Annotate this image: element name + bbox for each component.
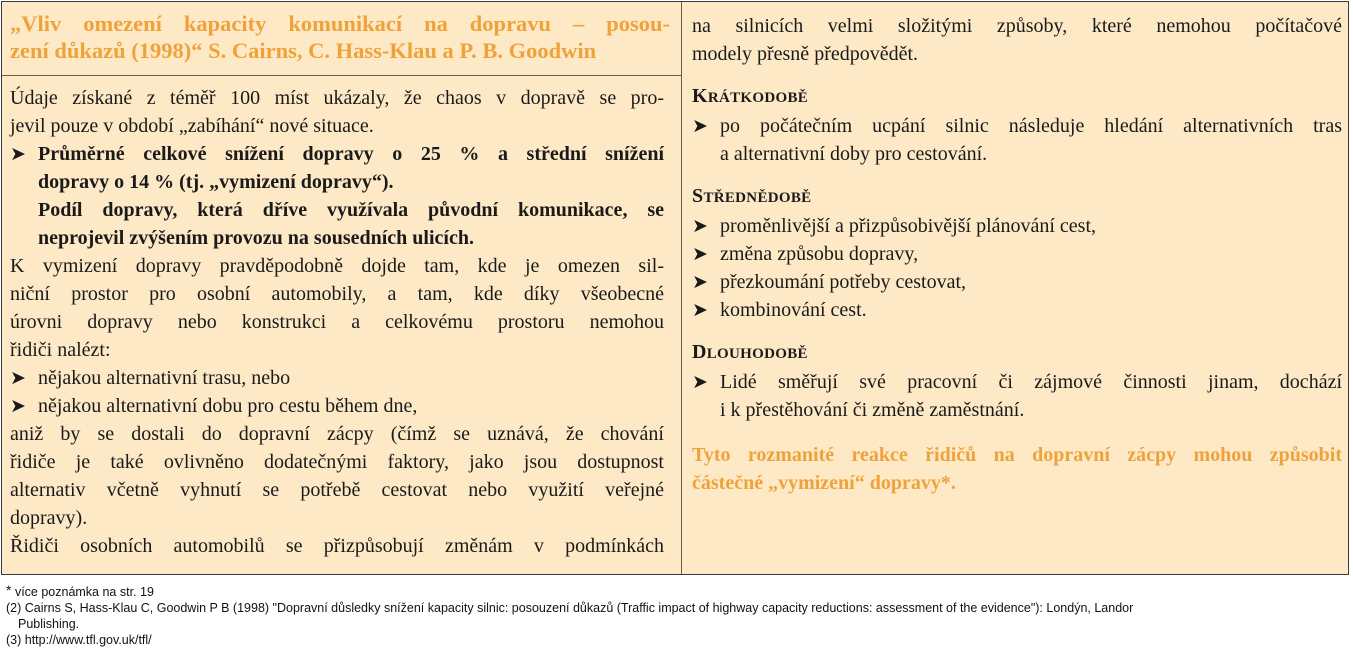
footnote-3: (3) http://www.tfl.gov.uk/tfl/	[6, 633, 152, 647]
box-title	[10, 10, 670, 64]
bullet-text: nějakou alternativní dobu pro cestu během dne,	[38, 395, 418, 417]
arrow-bullet-icon: ➤	[692, 371, 708, 393]
heading-initial: K	[692, 85, 708, 107]
heading-long-term	[692, 338, 1342, 368]
heading-rest: TŘEDNĚDOBĚ	[703, 190, 812, 206]
text-line: úrovni dopravy nebo konstrukci a celkovému prostoru nemohou	[10, 311, 664, 333]
bullet-item	[692, 240, 1342, 268]
paragraph-4	[10, 532, 664, 560]
heading-short-term	[692, 82, 1342, 112]
bullet-item	[692, 368, 1342, 424]
bullet-text: proměnlivější a přizpůsobivější plánování cest,	[720, 215, 1097, 237]
arrow-bullet-icon: ➤	[692, 299, 708, 321]
heading-initial: D	[692, 341, 707, 363]
footnote-text: více poznámka na str. 19	[14, 585, 154, 599]
bullet-text: změna způsobu dopravy,	[720, 243, 919, 265]
bold-bullet	[10, 140, 664, 252]
footnote-1	[6, 582, 1336, 600]
text-line: po počátečním ucpání silnic následuje hledání alternativních tras	[720, 115, 1342, 137]
bullet-item	[692, 296, 1342, 324]
footnote-star: *	[6, 582, 12, 598]
arrow-bullet-icon: ➤	[10, 395, 26, 417]
text-line: dopravy).	[10, 507, 88, 529]
paragraph-2	[10, 252, 664, 364]
text-line: aniž by se dostali do dopravní zácpy (čímž se uznává, že chování	[10, 423, 664, 445]
text-line: a alternativní doby pro cestování.	[720, 143, 988, 165]
text-line: částečné „vymizení“ dopravy*.	[692, 472, 956, 494]
arrow-bullet-icon: ➤	[692, 115, 708, 137]
left-column	[10, 84, 664, 560]
text-line: i k přestěhování či změně zaměstnání.	[720, 399, 1025, 421]
bullet-text: přezkoumání potřeby cestovat,	[720, 271, 967, 293]
highlight-note	[692, 441, 1342, 497]
right-column	[692, 12, 1342, 497]
text-line: neprojevil zvýšením provozu na sousedních ulicích.	[38, 227, 474, 249]
title-line-1: „Vliv omezení kapacity komunikací na dopravu – posou-	[10, 11, 670, 36]
footnote-2-cont: Publishing.	[18, 617, 80, 631]
bullet-item	[692, 112, 1342, 168]
text-line: na silnicích velmi složitými způsoby, které nemohou počítačové	[692, 15, 1342, 37]
heading-mid-term	[692, 182, 1342, 212]
text-line: řidiče je také ovlivněno dodatečnými faktory, jako jsou dostupnost	[10, 451, 664, 473]
footnotes	[6, 582, 1336, 648]
bullet-item	[10, 364, 664, 392]
continued-paragraph	[692, 12, 1342, 68]
text-line: Podíl dopravy, která dříve využívala původní komunikace, se	[38, 199, 664, 221]
text-line: Průměrné celkové snížení dopravy o 25 % a střední snížení	[38, 143, 664, 165]
text-line: Řidiči osobních automobilů se přizpůsobují změnám v podmínkách	[10, 535, 664, 557]
heading-rest: LOUHODOBĚ	[706, 346, 808, 362]
infobox	[1, 1, 1349, 575]
column-divider	[681, 2, 682, 574]
text-line: Tyto rozmanité reakce řidičů na dopravní zácpy mohou způsobit	[692, 444, 1342, 466]
arrow-bullet-icon: ➤	[692, 243, 708, 265]
bullet-item	[10, 392, 664, 420]
text-line: Údaje získané z téměř 100 míst ukázaly, že chaos v dopravě se pro-	[10, 87, 664, 109]
bullet-item	[692, 212, 1342, 240]
arrow-bullet-icon: ➤	[10, 367, 26, 389]
arrow-bullet-icon: ➤	[692, 215, 708, 237]
arrow-bullet-icon: ➤	[692, 271, 708, 293]
text-line: dopravy o 14 % (tj. „vymizení dopravy“).	[38, 171, 394, 193]
text-line: modely přesně předpovědět.	[692, 43, 919, 65]
footnote-2: (2) Cairns S, Hass-Klau C, Goodwin P B (1998) "Dopravní důsledky snížení kapacity silnic: posouzení důkazů (Traffic impact of highway capacity reductions: assessment of the evidence"): Londýn, Landor	[6, 601, 1134, 615]
bullet-text: nějakou alternativní trasu, nebo	[38, 367, 291, 389]
heading-initial: S	[692, 185, 704, 207]
text-line: jevil pouze v období „zabíhání“ nové situace.	[10, 115, 374, 137]
text-line: Lidé směřují své pracovní či zájmové činnosti jinam, dochází	[720, 371, 1342, 393]
text-line: K vymizení dopravy pravděpodobně dojde tam, kde je omezen sil-	[10, 255, 664, 277]
text-line: niční prostor pro osobní automobily, a tam, kde díky všeobecné	[10, 283, 664, 305]
bullet-item	[692, 268, 1342, 296]
title-line-2: zení důkazů (1998)“ S. Cairns, C. Hass-Klau a P. B. Goodwin	[10, 38, 597, 63]
bullet-text: kombinování cest.	[720, 299, 867, 321]
arrow-bullet-icon: ➤	[10, 143, 26, 165]
paragraph-3	[10, 420, 664, 532]
intro-paragraph	[10, 84, 664, 140]
text-line: alternativ včetně vyhnutí se potřebě cestovat nebo využití veřejné	[10, 479, 664, 501]
title-underline	[2, 75, 681, 76]
text-line: řidiči nalézt:	[10, 339, 111, 361]
heading-rest: RÁTKODOBĚ	[707, 90, 809, 106]
